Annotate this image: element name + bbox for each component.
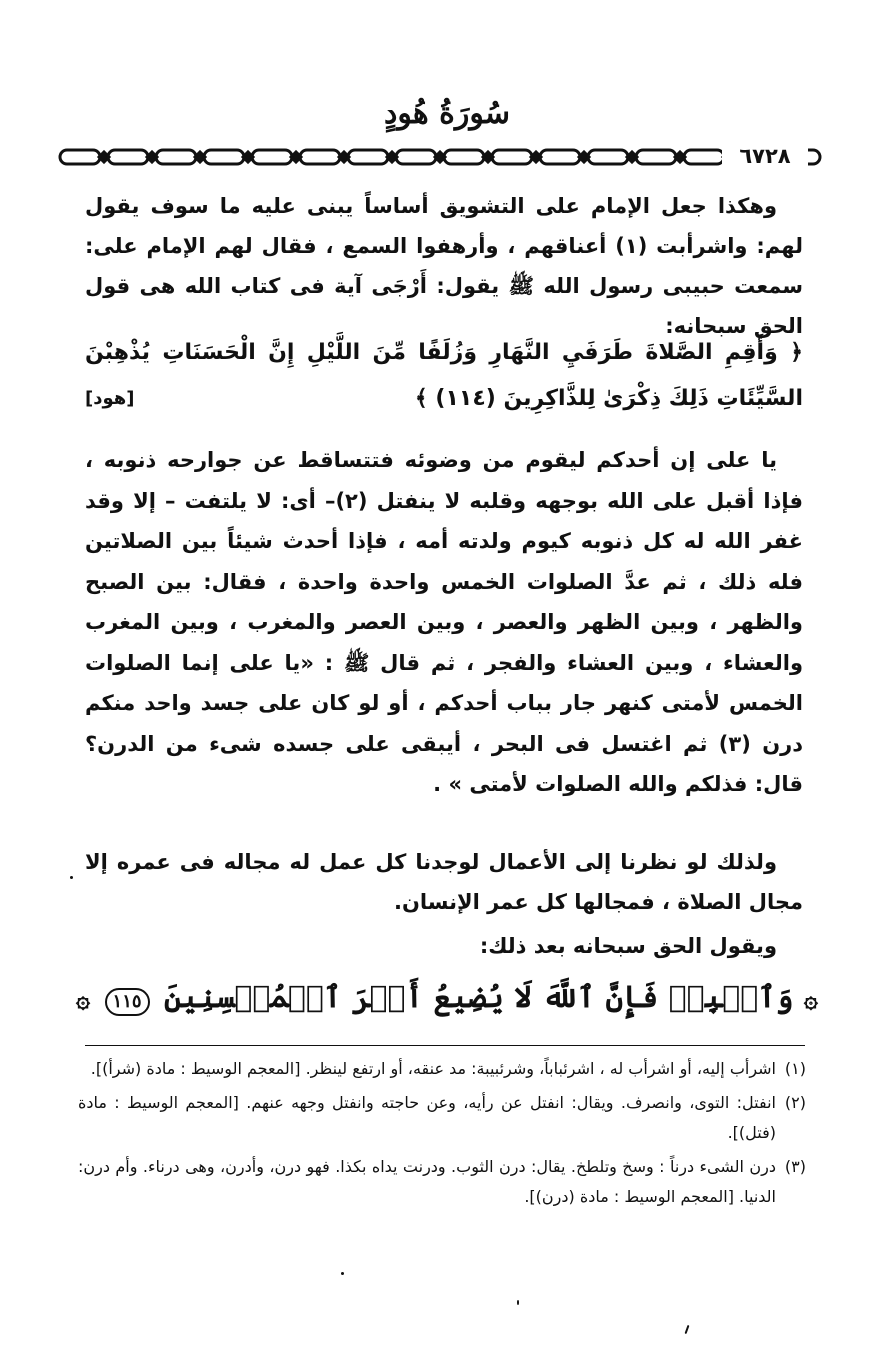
scan-speck	[70, 876, 73, 879]
chain-link	[684, 150, 724, 164]
chain-link	[204, 150, 244, 164]
scan-speck	[341, 1272, 344, 1275]
chain-link	[444, 150, 484, 164]
verse-1-reference: [هود]	[85, 388, 135, 409]
footnote-3	[78, 1152, 806, 1212]
chain-link	[60, 150, 100, 164]
page-number: ٦٧٢٨	[722, 143, 808, 169]
chain-link	[300, 150, 340, 164]
scan-speck	[517, 1300, 519, 1305]
chain-link	[588, 150, 628, 164]
footnotes	[78, 1054, 806, 1216]
quran-verse-1	[85, 330, 803, 422]
footnote-1	[78, 1054, 806, 1084]
footnote-text: درن الشىء درناً : وسخ وتلطخ. يقال: درن الثوب. ودرنت يداه بكذا. فهو درن، وأدرن، وهى درناء. وأم درن: الدنيا. [المعجم الوسيط : مادة (درن)].	[78, 1157, 776, 1206]
chain-link	[348, 150, 388, 164]
footnote-text: اشرأب إليه، أو اشرأب له ، اشرئباباً، وشرئبيبة: مد عنقه، أو ارتفع لينظر. [المعجم الوسيط : مادة (شرأ)].	[90, 1059, 776, 1078]
footnote-number: (٢)	[784, 1093, 806, 1112]
verse-ornament-left: ۞	[76, 984, 91, 1013]
verse-2-number: ١١٥	[105, 988, 150, 1016]
scan-speck	[685, 1325, 690, 1334]
footnote-2	[78, 1088, 806, 1148]
chain-link	[156, 150, 196, 164]
ornamental-divider	[56, 146, 830, 168]
paragraph-4: ويقول الحق سبحانه بعد ذلك:	[479, 934, 777, 958]
footnote-text: انفتل: التوى، وانصرف. ويقال: انفتل عن رأيه، وعن حاجته وانفتل وجهه عنهم. [المعجم الوسيط : مادة (فتل)].	[78, 1093, 776, 1142]
chain-link	[492, 150, 532, 164]
footnote-separator	[85, 1045, 805, 1046]
verse-1-text: ﴿ وَأَقِمِ الصَّلاةَ طَرَفَيِ النَّهَارِ وَزُلَفًا مِّنَ اللَّيْلِ إِنَّ الْحَسَنَاتِ يُذْهِبْنَ السَّيِّئَاتِ ذَلِكَ ذِكْرَىٰ لِلذَّاكِرِينَ (١١٤) ﴾	[85, 340, 803, 411]
footnote-number: (١)	[784, 1059, 806, 1078]
chain-link	[396, 150, 436, 164]
verse-ornament-right: ۞	[803, 984, 818, 1013]
chain-link	[108, 150, 148, 164]
verse-2-text: وَٱصۡبِرۡ فَإِنَّ ٱللَّهَ لَا يُضِيعُ أَجۡرَ ٱلۡمُحۡسِنِينَ	[164, 980, 794, 1015]
paragraph-2: يا على إن أحدكم ليقوم من وضوئه فتتساقط عن جوارحه ذنوبه ، فإذا أقبل على الله بوجهه وقلبه لا ينفتل (٢)– أى: لا يلتفت – إلا وقد غفر الله له كل ذنوبه كيوم ولدته أمه ، فإذا أحدث شيئاً بين الصلاتين فله ذلك ، ثم عدَّ الصلوات الخمس واحدة واحدة ، فقال: بين الصبح والظهر ، وبين الظهر والعصر ، وبين العصر والمغرب ، وبين المغرب والعشاء ، وبين العشاء والفجر ، ثم قال ﷺ : «يا على إنما الصلوات الخمس لأمتى كنهر جار بباب أحدكم ، أو لو كان على جسد واحد منكم درن (٣) ثم اغتسل فى البحر ، أيبقى على جسده شىء من الدرن؟ قال: فذلكم والله الصلوات لأمتى » .	[85, 448, 803, 796]
paragraph-1: وهكذا جعل الإمام على التشويق أساساً يبنى عليه ما سوف يقول لهم: واشرأبت (١) أعناقهم ، وأرهفوا السمع ، فقال لهم الإمام على: سمعت حبيبى رسول الله ﷺ يقول: أَرْجَى آية فى كتاب الله هى قول الحق سبحانه:	[85, 194, 803, 338]
paragraph-3: ولذلك لو نظرنا إلى الأعمال لوجدنا كل عمل له مجاله فى عمره إلا مجال الصلاة ، فمجالها كل عمر الإنسان.	[85, 850, 803, 914]
footnote-number: (٣)	[784, 1157, 806, 1176]
chain-link	[252, 150, 292, 164]
surah-title: سُورَةُ هُودٍ	[384, 96, 510, 131]
quran-verse-2	[0, 968, 894, 1029]
chain-link	[636, 150, 676, 164]
chain-link	[540, 150, 580, 164]
